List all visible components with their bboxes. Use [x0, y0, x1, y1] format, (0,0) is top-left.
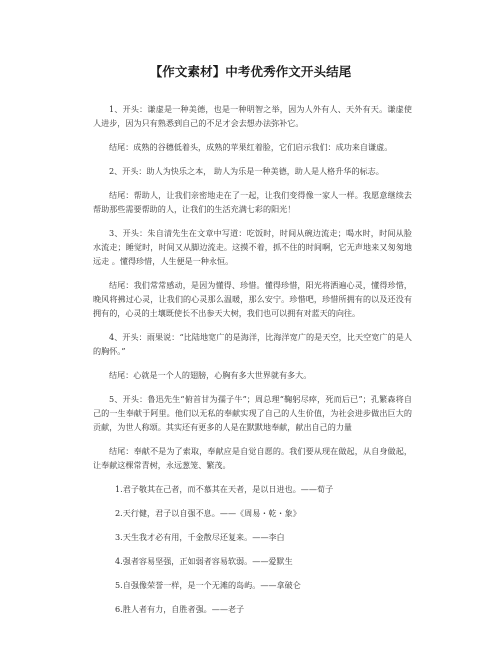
paragraph-5-opening: 5、开头：鲁迅先生“俯首甘为孺子牛”；周总理“鞠躬尽瘁，死而后已”；孔繁森将自己的一生奉献于阿里。他们以无私的奉献实现了自己的人生价值，为社会进步做出巨大的贡献，为世人称颂。其实还有更多的人是在默默地奉献，献出自己的力量	[93, 394, 412, 432]
quote-item: 1.君子敬其在己者，而不慕其在天者，是以日进也。——荀子	[115, 484, 334, 494]
paragraph-5-ending: 结尾：奉献不是为了索取，奉献应是自觉自愿的。我们要从现在做起，从自身做起，让奉献这棵常青树，永远葱笼、繁茂。	[93, 446, 412, 470]
paragraph-3-ending: 结尾：我们常常感动，是因为懂得、珍惜。懂得珍惜，阳光将洒遍心灵，懂得珍惜，晚风将拂过心灵，让我们的心灵那么温暖，那么安宁。珍惜吧，珍惜所拥有的以及还没有拥有的，心灵的土壤既使长不出参天大树，我们也可以拥有对蓝天的向往。	[93, 280, 412, 318]
paragraph-2-opening: 2、开头：助人为快乐之本， 助人为乐是一种美德，助人是人格升华的标志。	[109, 166, 384, 176]
quote-item: 5.自强像荣誉一样，是一个无滩的岛屿。——拿破仑	[115, 580, 301, 590]
paragraph-4-opening: 4、开头：雨果说：“比陆地宽广的是海洋，比海洋宽广的是天空，比天空宽广的是人的胸怀。”	[93, 332, 412, 356]
quote-item: 3.天生我才必有用，千金散尽还复来。——李白	[115, 532, 285, 542]
paragraph-1-opening: 1、开头：谦虚是一种美德，也是一种明智之举，因为人外有人、天外有天。谦虚使人进步，因为只有熟悉到自己的不足才会去想办法弥补它。	[93, 104, 412, 128]
paragraph-3-opening: 3、开头：朱自清先生在文章中写道：吃饭时，时间从碗边流走；喝水时，时间从脸水流走；睡觉时，时间又从脚边流走。这摸不着，抓不住的时间啊，它无声地来又匆匆地远走 。懂得珍惜，人生便是一种永恒。	[93, 228, 412, 266]
quote-item: 6.胜人者有力，自胜者强。——老子	[115, 604, 245, 614]
paragraph-2-ending: 结尾：帮助人，让我们亲密地走在了一起，让我们变得像一家人一样。我愿意继续去帮助那些需要帮助的人，让我们的生活充满七彩的阳光！	[93, 190, 412, 214]
quote-item: 4.强者容易坚强，正如弱者容易软弱。——爱默生	[115, 556, 293, 566]
paragraph-1-ending: 结尾：成熟的谷穗低着头，成熟的苹果红着脸，它们启示我们：成功来自谦虚。	[109, 142, 393, 152]
document-title: 【作文素材】中考优秀作文开头结尾	[149, 64, 352, 79]
paragraph-4-ending: 结尾：心就是一个人的翅膀，心胸有多大世界就有多大。	[109, 370, 312, 380]
quote-item: 2.天行健，君子以自强不息。——《周易・乾・象》	[115, 508, 301, 518]
